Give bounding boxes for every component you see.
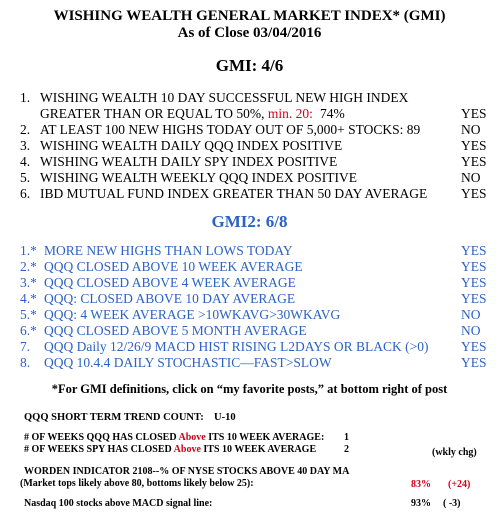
weeks-qqq-label bbox=[24, 432, 324, 443]
gmi-item-1-text: WISHING WEALTH 10 DAY SUCCESSFUL NEW HIGH INDEX bbox=[40, 90, 409, 105]
gmi2-item-7-num: 7. bbox=[20, 339, 31, 354]
gmi-item-2-value: NO bbox=[461, 122, 481, 137]
worden-indicator-change: (+24) bbox=[448, 479, 471, 490]
gmi-item-6-text: IBD MUTUAL FUND INDEX GREATER THAN 50 DAY AVERAGE bbox=[40, 186, 428, 201]
weeks-qqq-post: ITS 10 WEEK AVERAGE: bbox=[205, 432, 325, 443]
nasdaq-macd-value: 93% bbox=[411, 498, 431, 509]
worden-indicator-value: 83% bbox=[411, 479, 431, 490]
gmi-item-1-value: YES bbox=[461, 106, 487, 121]
gmi-item-5-text: WISHING WEALTH WEEKLY QQQ INDEX POSITIVE bbox=[40, 170, 357, 185]
gmi2-item-1-num: 1.* bbox=[20, 243, 37, 258]
worden-indicator-note: (Market tops likely above 80, bottoms likely below 25): bbox=[20, 478, 254, 489]
gmi2-heading: GMI2: 6/8 bbox=[211, 212, 288, 231]
gmi-item-3-text: WISHING WEALTH DAILY QQQ INDEX POSITIVE bbox=[40, 138, 343, 153]
worden-indicator-label: WORDEN INDICATOR 2108--% OF NYSE STOCKS ABOVE 40 DAY MA bbox=[24, 466, 350, 477]
gmi-item-4-num: 4. bbox=[20, 154, 31, 169]
gmi2-item-2-value: YES bbox=[461, 259, 487, 274]
gmi2-item-5-num: 5.* bbox=[20, 307, 37, 322]
weeks-spy-value: 2 bbox=[344, 444, 349, 455]
nasdaq-macd-label: Nasdaq 100 stocks above MACD signal line: bbox=[24, 498, 213, 509]
gmi2-item-3-value: YES bbox=[461, 275, 487, 290]
gmi2-item-4-value: YES bbox=[461, 291, 487, 306]
gmi2-item-4-text: QQQ: CLOSED ABOVE 10 DAY AVERAGE bbox=[44, 291, 296, 306]
weeks-spy-post: ITS 10 WEEK AVERAGE bbox=[200, 444, 317, 455]
gmi-item-5-value: NO bbox=[461, 170, 481, 185]
gmi-item-4-text: WISHING WEALTH DAILY SPY INDEX POSITIVE bbox=[40, 154, 338, 169]
gmi2-item-5-text: QQQ: 4 WEEK AVERAGE >10WKAVG>30WKAVG bbox=[44, 307, 341, 322]
trend-count-value: U-10 bbox=[214, 412, 236, 423]
gmi2-item-6-value: NO bbox=[461, 323, 481, 338]
gmi2-item-1-text: MORE NEW HIGHS THAN LOWS TODAY bbox=[44, 243, 293, 258]
gmi-item-2-num: 2. bbox=[20, 122, 31, 137]
weeks-qqq-pre: # OF WEEKS QQQ HAS CLOSED bbox=[24, 432, 179, 443]
weeks-qqq-above: Above bbox=[178, 432, 206, 443]
gmi-item-1-line2 bbox=[40, 106, 313, 122]
weeks-spy-pre: # OF WEEKS SPY HAS CLOSED bbox=[24, 444, 174, 455]
weekly-change-label: (wkly chg) bbox=[432, 447, 477, 458]
gmi2-item-6-text: QQQ CLOSED ABOVE 5 MONTH AVERAGE bbox=[44, 323, 307, 338]
gmi2-item-7-text: QQQ Daily 12/26/9 MACD HIST RISING L2DAYS OR BLACK (>0) bbox=[44, 339, 429, 354]
gmi-item-1-line2-text: GREATER THAN OR EQUAL TO 50%, bbox=[40, 106, 268, 121]
gmi2-item-3-num: 3.* bbox=[20, 275, 37, 290]
gmi2-item-2-num: 2.* bbox=[20, 259, 37, 274]
trend-count-label: QQQ SHORT TERM TREND COUNT: bbox=[24, 412, 204, 423]
gmi-heading: GMI: 4/6 bbox=[215, 56, 284, 75]
gmi-item-2-text: AT LEAST 100 NEW HIGHS TODAY OUT OF 5,000+ STOCKS: 89 bbox=[40, 122, 421, 137]
gmi-item-1-num: 1. bbox=[20, 90, 31, 105]
gmi2-item-8-value: YES bbox=[461, 355, 487, 370]
weeks-spy-label bbox=[24, 444, 316, 455]
gmi-item-4-value: YES bbox=[461, 154, 487, 169]
weeks-spy-above: Above bbox=[173, 444, 201, 455]
weeks-qqq-value: 1 bbox=[344, 432, 349, 443]
gmi-item-6-value: YES bbox=[461, 186, 487, 201]
gmi2-item-6-num: 6.* bbox=[20, 323, 37, 338]
gmi2-item-8-text: QQQ 10.4.4 DAILY STOCHASTIC—FAST>SLOW bbox=[44, 355, 332, 370]
gmi2-item-8-num: 8. bbox=[20, 355, 31, 370]
gmi2-item-5-value: NO bbox=[461, 307, 481, 322]
gmi-item-5-num: 5. bbox=[20, 170, 31, 185]
gmi2-item-4-num: 4.* bbox=[20, 291, 37, 306]
gmi2-item-1-value: YES bbox=[461, 243, 487, 258]
gmi-item-6-num: 6. bbox=[20, 186, 31, 201]
gmi2-item-7-value: YES bbox=[461, 339, 487, 354]
gmi2-item-2-text: QQQ CLOSED ABOVE 10 WEEK AVERAGE bbox=[44, 259, 303, 274]
page-subtitle: As of Close 03/04/2016 bbox=[177, 25, 322, 41]
gmi-item-3-num: 3. bbox=[20, 138, 31, 153]
definitions-note: *For GMI definitions, click on “my favorite posts,” at bottom right of post bbox=[51, 382, 448, 396]
gmi-item-1-min: min. 20: bbox=[267, 106, 313, 121]
nasdaq-macd-change: ( -3) bbox=[443, 498, 461, 509]
gmi2-item-3-text: QQQ CLOSED ABOVE 4 WEEK AVERAGE bbox=[44, 275, 296, 290]
page-title: WISHING WEALTH GENERAL MARKET INDEX* (GMI) bbox=[53, 8, 446, 24]
gmi-item-3-value: YES bbox=[461, 138, 487, 153]
gmi-item-1-pct: 74% bbox=[320, 106, 345, 121]
